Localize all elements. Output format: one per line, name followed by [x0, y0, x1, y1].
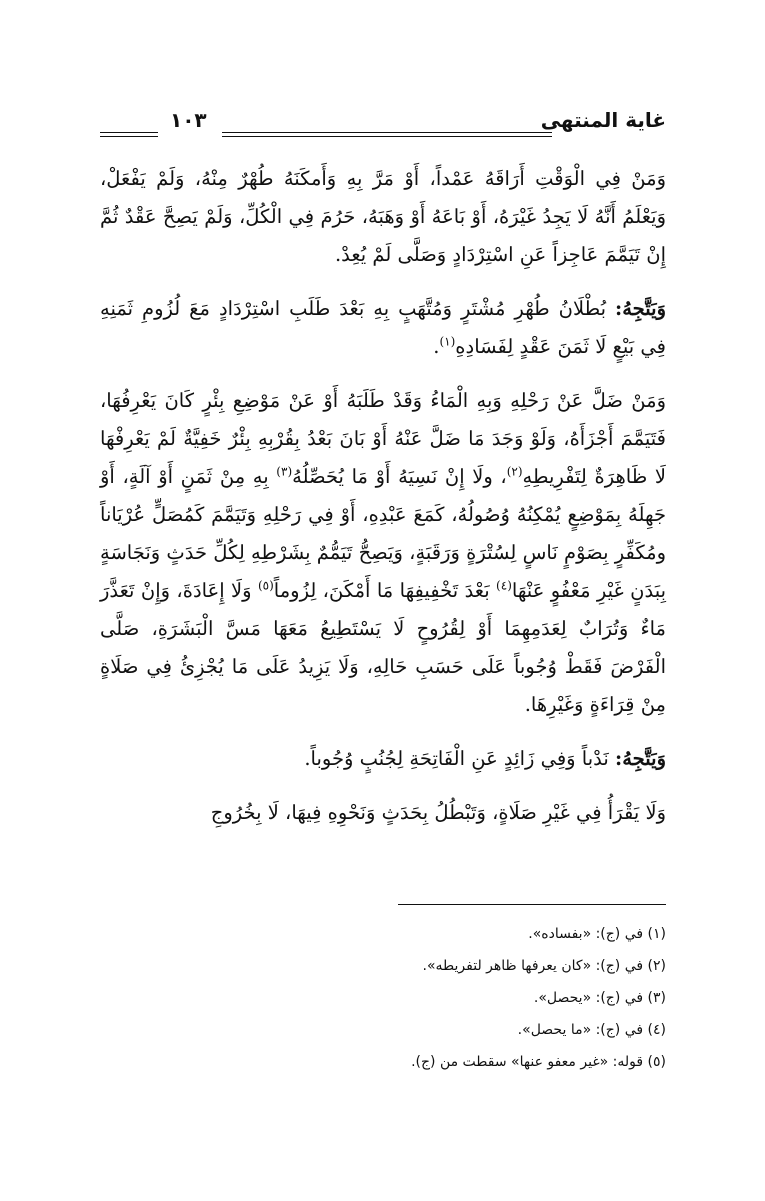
paragraph-3-text-b: ، ولَا إِنْ نَسِيَهُ أَوْ مَا يُحَصِّلُهُ [292, 465, 507, 488]
footnote-5: (٥) قوله: «غير معفو عنها» سقطت من (ج). [411, 1054, 666, 1070]
footnote-4: (٤) في (ج): «ما يحصل». [517, 1022, 666, 1038]
paragraph-4 [100, 740, 666, 778]
paragraph-5-text: وَلَا يَقْرَأُ فِي غَيْرِ صَلَاةٍ، وَتَبْطُلُ بِحَدَثٍ وَنَحْوِهِ فِيهَا، لَا بِخُرُوجِ [210, 801, 666, 824]
paragraph-3-text-c: بِهِ مِنْ ثَمَنٍ أَوْ آلَةٍ، أَوْ جَهِلَهُ بِمَوْضِعٍ يُمْكِنُهُ وُصُولُهُ، كَمَعَ عَبْدِهِ، أَوْ فِي رَحْلِهِ وَتَيَمَّمَ كَمُصَلٍّ عُرْيَاناً ومُكَفِّرٍ بِصَوْمٍ نَاسٍ لِسُتْرَةٍ وَرَقَبَةٍ، وَيَصِحُّ تَيَمُّمٌ بِشَرْطِهِ لِكُلِّ حَدَثٍ وَنَجَاسَةٍ بِبَدَنٍ غَيْرِ مَعْفُوٍ عَنْهَا [100, 465, 667, 602]
footnote-separator [398, 904, 666, 905]
paragraph-4-text: نَدْباً وَفِي زَائِدٍ عَنِ الْفَاتِحَةِ لِجُنُبٍ وُجُوباً. [304, 747, 616, 770]
running-title: غاية المنتهى [540, 108, 666, 132]
paragraph-3-text-e: وَلَا إِعَادَةَ، وَإِنْ تَعَذَّرَ مَاءٌ وَتُرَابٌ لِعَدَمِهِمَا أَوْ لِقُرُوحٍ لَا يَسْتَطِيعُ مَعَهَا مَسَّ الْبَشَرَةِ، صَلَّى الْفَرْضَ فَقَطْ وُجُوباً عَلَى حَسَبِ حَالِهِ، وَلَا يَزِيدُ عَلَى مَا يُجْزِئُ فِي صَلَاةٍ مِنْ قِرَاءَةٍ وَغَيْرِهَا. [100, 579, 666, 716]
footnote-2: (٢) في (ج): «كان يعرفها ظاهر لتفريطه». [422, 958, 666, 974]
page-header [100, 108, 666, 144]
paragraph-2-text: بُطْلَانُ طُهْرِ مُشْتَرٍ وَمُتَّهَبٍ بِهِ بَعْدَ طَلَبِ اسْتِرْدَادٍ مَعَ لُزُومِ ثَمَنِهِ فِي بَيْعٍ لَا ثَمَنَ عَقْدٍ لِفَسَادِهِ [100, 297, 666, 358]
footnotes [100, 918, 666, 1078]
footnote-1: (١) في (ج): «بفساده». [528, 926, 666, 942]
paragraph-3-text-d: بَعْدَ تَخْفِيفِهَا مَا أَمْكَنَ، لِزُوماً [273, 579, 497, 602]
paragraph-2-end: . [433, 335, 440, 358]
footnote-3: (٣) في (ج): «يحصل». [533, 990, 666, 1006]
paragraph-3-text-a: وَمَنْ ضَلَّ عَنْ رَحْلِهِ وَبِهِ الْمَاءُ وَقَدْ طَلَبَهُ أَوْ عَنْ مَوْضِعِ بِئْرٍ كَانَ يَعْرِفُهَا، فَتَيَمَّمَ أَجْزَأَهُ، وَلَوْ وَجَدَ مَا ضَلَّ عَنْهُ أَوْ بَانَ بَعْدُ بِقُرْبِهِ بِئْرٌ خَفِيَّةٌ لَمْ يَعْرِفْهَا لَا ظَاهِرَةٌ لِتَفْرِيطِهِ [100, 389, 666, 488]
paragraph-3 [100, 382, 666, 724]
footnote-ref-4: (٤) [496, 578, 512, 593]
footnote-ref-1: (١) [439, 334, 456, 349]
page-number: ١٠٣ [170, 108, 207, 132]
paragraph-5 [100, 794, 666, 832]
paragraph-1 [100, 160, 666, 274]
footnote-ref-2: (٢) [506, 464, 523, 479]
header-rule-left [100, 132, 158, 137]
paragraph-4-lead: وَيَتَّجِهُ: [615, 747, 666, 770]
header-rule-right [222, 132, 552, 137]
footnote-ref-3: (٣) [276, 464, 293, 479]
paragraph-2 [100, 290, 666, 366]
paragraph-1-text: وَمَنْ فِي الْوَقْتِ أَرَاقَهُ عَمْداً، أَوْ مَرَّ بِهِ وَأَمكَنَهُ طُهْرٌ مِنْهُ، وَلَمْ يَفْعَلْ، وَيَعْلَمُ أَنَّهُ لَا يَجِدُ غَيْرَهُ، أَوْ بَاعَهُ أَوْ وَهَبَهُ، حَرُمَ فِي الْكُلِّ، وَلَمْ يَصِحَّ عَقْدٌ ثُمَّ إِنْ تَيَمَّمَ عَاجِزاً عَنِ اسْتِرْدَادٍ وَصَلَّى لَمْ يُعِدْ. [100, 167, 666, 266]
paragraph-2-lead: وَيَتَّجِهُ: [615, 297, 666, 320]
footnote-ref-5: (٥) [257, 578, 274, 593]
main-text [100, 160, 666, 848]
